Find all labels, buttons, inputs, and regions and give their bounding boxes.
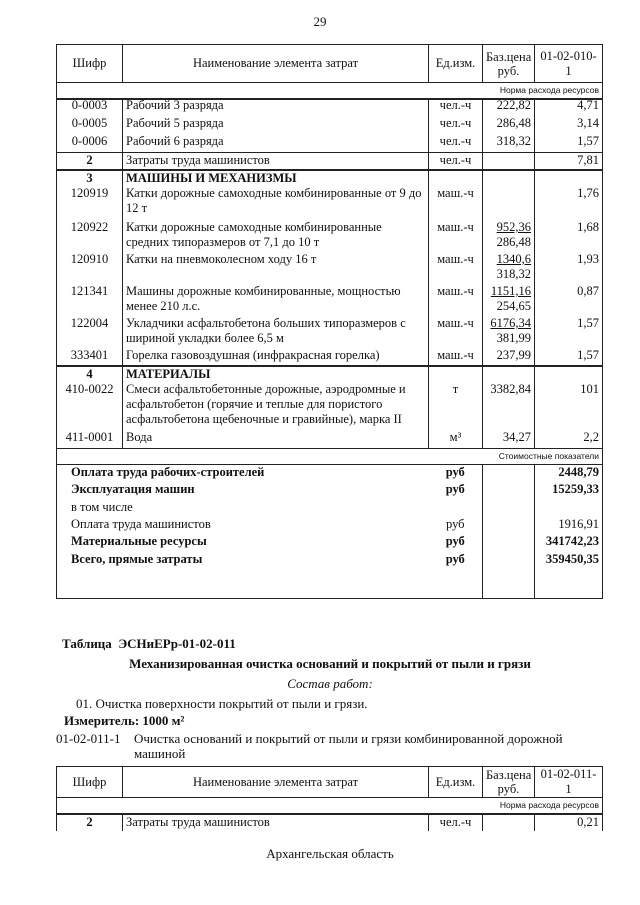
cost-row: Оплата труда машинистов руб 1916,91: [57, 517, 603, 534]
header-unit: Ед.изм.: [429, 767, 483, 798]
table-row: 0-0003 Рабочий 3 разряда чел.-ч 222,82 4,71: [57, 98, 603, 116]
header-name: Наименование элемента затрат: [123, 767, 429, 798]
work-item: 01. Очистка поверхности покрытий от пыли и грязи.: [76, 696, 368, 711]
table-row: 0-0006 Рабочий 6 разряда чел.-ч 318,32 1,57: [57, 134, 603, 152]
work-code: 01-02-011-1: [56, 731, 121, 746]
table-row: 120922 Катки дорожные самоходные комбинированные средних типоразмеров от 7,1 до 10 т маш.-ч 952,36 286,48 1,68: [57, 220, 603, 252]
page-number: 29: [313, 14, 327, 29]
header-unit: Ед.изм.: [429, 45, 483, 83]
header-price: Баз.цена руб.: [483, 45, 535, 83]
header-price: Баз.цена руб.: [483, 767, 535, 798]
table-row-section-2: 2 Затраты труда машинистов чел.-ч 0,21: [57, 814, 603, 831]
section-title: Механизированная очистка оснований и покрытий от пыли и грязи: [129, 656, 531, 671]
work-description: Очистка оснований и покрытий от пыли и грязи комбинированной дорожной машиной: [134, 731, 563, 761]
cost-row: Эксплуатация машин руб 15259,33: [57, 482, 603, 500]
table-row: 120919 Катки дорожные самоходные комбинированные от 9 до 12 т маш.-ч 1,76: [57, 186, 603, 220]
header-code: Шифр: [57, 767, 123, 798]
norm-caption-row: [57, 83, 603, 100]
footer-region: Архангельская область: [266, 846, 394, 861]
composition-heading: Состав работ:: [287, 676, 373, 691]
table-row-section-2: 2 Затраты труда машинистов чел.-ч 7,81: [57, 152, 603, 170]
cost-caption-row: [57, 448, 603, 464]
table-row: 333401 Горелка газовоздушная (инфракрасная горелка) маш.-ч 237,99 1,57: [57, 348, 603, 366]
table-row: 0-0005 Рабочий 5 разряда чел.-ч 286,48 3,14: [57, 116, 603, 134]
cost-row: в том числе: [57, 500, 603, 517]
norm-caption: Норма расхода ресурсов: [483, 83, 603, 100]
cost-row: Материальные ресурсы руб 341742,23: [57, 534, 603, 552]
norm-caption-row: [57, 798, 603, 815]
header-name: Наименование элемента затрат: [123, 45, 429, 83]
resource-table-1: [56, 44, 603, 100]
cost-row: Оплата труда рабочих-строителей руб 2448,79: [57, 464, 603, 482]
table-row-section-4: 4 МАТЕРИАЛЫ: [57, 366, 603, 382]
cost-caption: Стоимостные показатели: [483, 448, 603, 464]
table-row: 121341 Машины дорожные комбинированные, мощностью менее 210 л.с. маш.-ч 1151,16 254,65 0,87: [57, 284, 603, 316]
resource-table-2: [56, 766, 603, 831]
table-row: 411-0001 Вода м³ 34,27 2,2: [57, 430, 603, 448]
table-row: 120910 Катки на пневмоколесном ходу 16 т маш.-ч 1340,6 318,32 1,93: [57, 252, 603, 284]
table-row-section-3: 3 МАШИНЫ И МЕХАНИЗМЫ: [57, 170, 603, 186]
header-norm-code: 01-02-011-1: [535, 767, 603, 798]
norm-caption: Норма расхода ресурсов: [483, 798, 603, 815]
resource-table-1-body: [56, 98, 603, 599]
cost-row: Всего, прямые затраты руб 359450,35: [57, 552, 603, 570]
table-row: 122004 Укладчики асфальтобетона больших типоразмеров с шириной укладки более 6,5 м маш.-ч 6176,34 381,99 1,57: [57, 316, 603, 348]
meter: Измеритель: 1000 м²: [64, 713, 185, 728]
header-code: Шифр: [57, 45, 123, 83]
table-header-row: [57, 767, 603, 798]
table-bottom-spacer: [57, 570, 603, 598]
header-norm-code: 01-02-010-1: [535, 45, 603, 83]
table-row: 410-0022 Смеси асфальтобетонные дорожные, аэродромные и асфальтобетон (горячие и теплые для пористого асфальтобетона щебеночные и гравийные), марка II т 3382,84 101: [57, 382, 603, 430]
table-header-row: [57, 45, 603, 83]
table-label: Таблица ЭСНиЕРр-01-02-011: [62, 636, 236, 651]
